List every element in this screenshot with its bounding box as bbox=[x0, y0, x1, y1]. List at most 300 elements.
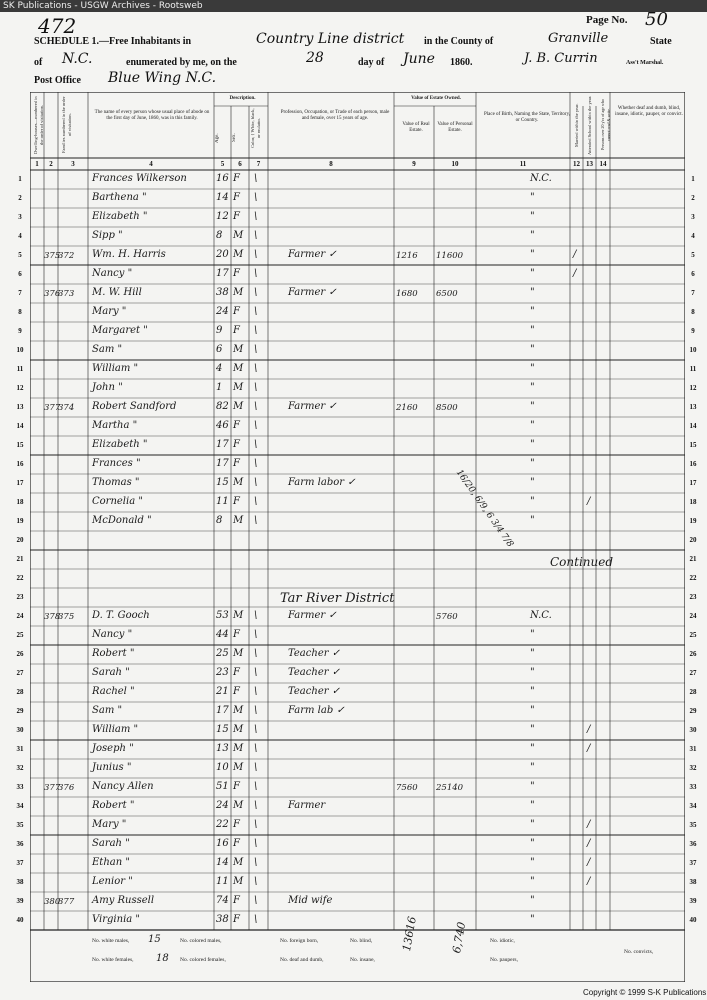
line-number: 40 bbox=[689, 916, 697, 924]
marshal-name: J. B. Currin bbox=[524, 51, 598, 66]
line-number: 15 bbox=[689, 441, 697, 449]
enumerated-label: enumerated by me, on the bbox=[126, 57, 237, 68]
family-number: 373 bbox=[58, 289, 75, 299]
real-estate-value: 2160 bbox=[396, 403, 418, 413]
person-color: \ bbox=[254, 686, 258, 697]
line-number: 33 bbox=[689, 783, 697, 791]
person-name: Sarah " bbox=[92, 667, 130, 678]
person-name: Robert " bbox=[92, 800, 135, 811]
person-age: 17 bbox=[216, 439, 229, 450]
person-name: Margaret " bbox=[92, 325, 148, 336]
personal-estate-value: 5760 bbox=[436, 612, 458, 622]
person-color: \ bbox=[254, 439, 258, 450]
person-sex: M bbox=[233, 287, 244, 298]
state-name: N.C. bbox=[62, 51, 93, 67]
line-number: 23 bbox=[689, 593, 697, 601]
column-number: 5 bbox=[220, 160, 225, 168]
district-name: Country Line district bbox=[256, 31, 405, 47]
person-age: 24 bbox=[216, 306, 229, 317]
person-sex: F bbox=[233, 325, 240, 336]
person-color: \ bbox=[254, 648, 258, 659]
person-color: \ bbox=[254, 344, 258, 355]
person-sex: F bbox=[233, 838, 240, 849]
person-age: 14 bbox=[216, 192, 229, 203]
person-color: \ bbox=[254, 306, 258, 317]
line-number: 10 bbox=[16, 346, 24, 354]
person-name: Nancy " bbox=[92, 268, 133, 279]
family-number: 372 bbox=[58, 251, 75, 261]
person-sex: F bbox=[233, 192, 240, 203]
person-age: 23 bbox=[216, 667, 229, 678]
birthplace: " bbox=[530, 192, 535, 203]
birthplace: " bbox=[530, 458, 535, 469]
person-name: D. T. Gooch bbox=[92, 610, 150, 621]
header-family: Families numbered in the order of visitation. bbox=[61, 96, 72, 154]
column-number: 6 bbox=[238, 160, 242, 168]
line-number: 7 bbox=[18, 289, 22, 297]
line-number: 19 bbox=[16, 517, 24, 525]
person-age: 25 bbox=[216, 648, 229, 659]
person-name: Wm. H. Harris bbox=[92, 249, 166, 260]
column-number: 7 bbox=[256, 160, 261, 168]
column-number: 4 bbox=[149, 160, 153, 168]
header-name: The name of every person whose usual place of abode on the first day of June, 1860, was in this family. bbox=[94, 110, 210, 121]
person-name: Martha " bbox=[92, 420, 138, 431]
birthplace: " bbox=[530, 724, 535, 735]
person-age: 12 bbox=[216, 211, 229, 222]
header-dwelling: Dwelling-houses—numbered in the order of visitation. bbox=[33, 96, 44, 154]
line-number: 12 bbox=[16, 384, 24, 392]
birthplace: " bbox=[530, 705, 535, 716]
person-name: Ethan " bbox=[92, 857, 130, 868]
person-name: Robert Sandford bbox=[92, 401, 177, 412]
person-color: \ bbox=[254, 857, 258, 868]
header-color: Color, { White, black, or mulatto. bbox=[250, 108, 261, 148]
person-age: 15 bbox=[216, 724, 229, 735]
person-color: \ bbox=[254, 230, 258, 241]
person-age: 22 bbox=[216, 819, 229, 830]
person-sex: M bbox=[233, 857, 244, 868]
line-number: 20 bbox=[16, 536, 24, 544]
line-number: 21 bbox=[689, 555, 697, 563]
person-color: \ bbox=[254, 325, 258, 336]
line-number: 6 bbox=[691, 270, 695, 278]
attended-school: / bbox=[587, 724, 591, 735]
birthplace: N.C. bbox=[530, 173, 552, 184]
person-age: 38 bbox=[216, 914, 229, 925]
person-color: \ bbox=[254, 211, 258, 222]
person-color: \ bbox=[254, 477, 258, 488]
line-number: 25 bbox=[16, 631, 24, 639]
birthplace: " bbox=[530, 914, 535, 925]
header-occupation: Profession, Occupation, or Trade of each person, male and female, over 15 years of age. bbox=[280, 110, 390, 121]
line-number: 36 bbox=[16, 840, 24, 848]
family-number: 375 bbox=[58, 612, 75, 622]
person-color: \ bbox=[254, 401, 258, 412]
attended-school: / bbox=[587, 838, 591, 849]
person-occupation: Teacher ✓ bbox=[288, 648, 341, 659]
personal-estate-value: 11600 bbox=[436, 251, 464, 261]
line-number: 19 bbox=[689, 517, 697, 525]
person-age: 11 bbox=[216, 496, 229, 507]
person-color: \ bbox=[254, 800, 258, 811]
person-name: Barthena " bbox=[92, 192, 147, 203]
marshal-label: Ass't Marshal. bbox=[626, 60, 664, 66]
line-number: 36 bbox=[689, 840, 697, 848]
birthplace: " bbox=[530, 325, 535, 336]
person-sex: M bbox=[233, 401, 244, 412]
attended-school: / bbox=[587, 876, 591, 887]
line-number: 31 bbox=[16, 745, 24, 753]
birthplace: " bbox=[530, 496, 535, 507]
header-description: Description. bbox=[229, 96, 256, 101]
person-occupation: Farmer ✓ bbox=[288, 401, 337, 412]
person-color: \ bbox=[254, 762, 258, 773]
person-sex: F bbox=[233, 914, 240, 925]
line-number: 16 bbox=[689, 460, 697, 468]
person-name: Lenior " bbox=[92, 876, 133, 887]
person-name: Joseph " bbox=[92, 743, 134, 754]
attended-school: / bbox=[587, 743, 591, 754]
line-number: 8 bbox=[18, 308, 22, 316]
person-occupation: Farmer ✓ bbox=[288, 249, 337, 260]
person-color: \ bbox=[254, 895, 258, 906]
state-label: State bbox=[650, 36, 672, 47]
line-number: 4 bbox=[691, 232, 695, 240]
header-illiterate: Persons over 20 y'rs of age who cannot read & write. bbox=[600, 99, 611, 151]
person-age: 4 bbox=[216, 363, 223, 374]
line-number: 9 bbox=[691, 327, 695, 335]
person-name: Elizabeth " bbox=[92, 211, 148, 222]
line-number: 2 bbox=[691, 194, 695, 202]
line-number: 3 bbox=[18, 213, 22, 221]
line-number: 11 bbox=[16, 365, 24, 373]
line-number: 32 bbox=[16, 764, 24, 772]
person-color: \ bbox=[254, 249, 258, 260]
person-color: \ bbox=[254, 610, 258, 621]
birthplace: " bbox=[530, 800, 535, 811]
schedule-title: SCHEDULE 1.—Free Inhabitants in bbox=[34, 36, 192, 47]
line-number: 24 bbox=[16, 612, 24, 620]
line-number: 17 bbox=[689, 479, 697, 487]
column-number: 1 bbox=[35, 160, 39, 168]
person-name: Nancy " bbox=[92, 629, 133, 640]
line-number: 38 bbox=[689, 878, 697, 886]
birthplace: " bbox=[530, 629, 535, 640]
person-age: 8 bbox=[216, 515, 223, 526]
person-occupation: Farm lab ✓ bbox=[288, 705, 345, 716]
person-age: 16 bbox=[216, 173, 229, 184]
person-occupation: Farmer ✓ bbox=[288, 287, 337, 298]
person-name: William " bbox=[92, 363, 139, 374]
real-estate-value: 7560 bbox=[396, 783, 418, 793]
header-school: Attended School within the year. bbox=[587, 95, 592, 155]
person-occupation: Farmer ✓ bbox=[288, 610, 337, 621]
person-age: 20 bbox=[216, 249, 229, 260]
white-males-label: No. white males, bbox=[92, 938, 130, 944]
person-sex: F bbox=[233, 686, 240, 697]
birthplace: " bbox=[530, 382, 535, 393]
header-real-estate: Value of Real Estate. bbox=[402, 122, 430, 133]
column-number: 9 bbox=[412, 160, 416, 168]
line-number: 30 bbox=[689, 726, 697, 734]
person-age: 9 bbox=[216, 325, 223, 336]
idiotic-label: No. idiotic, bbox=[490, 938, 515, 944]
line-number: 34 bbox=[689, 802, 697, 810]
person-age: 1 bbox=[216, 382, 223, 393]
header-estate: Value of Estate Owned. bbox=[411, 96, 461, 101]
person-sex: M bbox=[233, 610, 244, 621]
person-sex: F bbox=[233, 306, 240, 317]
personal-estate-value: 6500 bbox=[436, 289, 458, 299]
person-age: 15 bbox=[216, 477, 229, 488]
person-age: 17 bbox=[216, 458, 229, 469]
married-within-year: / bbox=[573, 249, 577, 260]
person-name: Amy Russell bbox=[92, 895, 155, 906]
line-number: 7 bbox=[691, 289, 695, 297]
birthplace: " bbox=[530, 857, 535, 868]
line-number: 27 bbox=[16, 669, 24, 677]
real-estate-value: 1680 bbox=[396, 289, 418, 299]
person-sex: M bbox=[233, 724, 244, 735]
person-sex: F bbox=[233, 819, 240, 830]
person-name: Sarah " bbox=[92, 838, 130, 849]
person-sex: M bbox=[233, 743, 244, 754]
convicts-label: No. convicts, bbox=[624, 949, 654, 955]
new-district-heading: Tar River District bbox=[280, 591, 395, 606]
person-name: Rachel " bbox=[92, 686, 135, 697]
person-color: \ bbox=[254, 914, 258, 925]
line-number: 38 bbox=[16, 878, 24, 886]
line-number: 22 bbox=[689, 574, 697, 582]
line-number: 34 bbox=[16, 802, 24, 810]
colored-males-label: No. colored males, bbox=[180, 938, 222, 944]
person-sex: F bbox=[233, 439, 240, 450]
married-within-year: / bbox=[573, 268, 577, 279]
line-number: 35 bbox=[16, 821, 24, 829]
line-number: 18 bbox=[16, 498, 24, 506]
birthplace: " bbox=[530, 477, 535, 488]
person-sex: M bbox=[233, 705, 244, 716]
person-sex: M bbox=[233, 249, 244, 260]
line-number: 37 bbox=[16, 859, 24, 867]
birthplace: " bbox=[530, 743, 535, 754]
person-sex: F bbox=[233, 667, 240, 678]
person-name: John " bbox=[92, 382, 123, 393]
deaf-dumb-label: No. deaf and dumb, bbox=[280, 957, 324, 963]
header-married: Married within the year. bbox=[574, 103, 579, 147]
person-name: Mary " bbox=[92, 306, 127, 317]
birthplace: " bbox=[530, 876, 535, 887]
county-label: in the County of bbox=[424, 36, 494, 47]
column-number: 10 bbox=[451, 160, 459, 168]
person-age: 24 bbox=[216, 800, 229, 811]
dwelling-number: 377 bbox=[44, 783, 61, 793]
line-number: 29 bbox=[689, 707, 697, 715]
person-name: William " bbox=[92, 724, 139, 735]
attended-school: / bbox=[587, 496, 591, 507]
census-table bbox=[16, 92, 697, 982]
continued-note: Continued bbox=[550, 555, 614, 569]
person-color: \ bbox=[254, 515, 258, 526]
line-number: 5 bbox=[18, 251, 22, 259]
person-age: 17 bbox=[216, 268, 229, 279]
person-sex: M bbox=[233, 515, 244, 526]
person-color: \ bbox=[254, 496, 258, 507]
source-banner: SK Publications - USGW Archives - Rootsweb bbox=[0, 0, 707, 12]
birthplace: N.C. bbox=[530, 610, 552, 621]
person-color: \ bbox=[254, 705, 258, 716]
line-number: 10 bbox=[689, 346, 697, 354]
of-label: of bbox=[34, 57, 43, 68]
person-name: Cornelia " bbox=[92, 496, 143, 507]
person-age: 13 bbox=[216, 743, 229, 754]
line-number: 13 bbox=[16, 403, 24, 411]
person-sex: M bbox=[233, 382, 244, 393]
enumeration-day: 28 bbox=[306, 50, 324, 66]
birthplace: " bbox=[530, 895, 535, 906]
footer-tally-2: 6,740 bbox=[450, 920, 469, 955]
person-color: \ bbox=[254, 192, 258, 203]
attended-school: / bbox=[587, 819, 591, 830]
person-sex: M bbox=[233, 876, 244, 887]
line-number: 28 bbox=[16, 688, 24, 696]
person-color: \ bbox=[254, 876, 258, 887]
person-name: Robert " bbox=[92, 648, 135, 659]
line-number: 39 bbox=[16, 897, 24, 905]
person-sex: F bbox=[233, 629, 240, 640]
person-age: 53 bbox=[216, 610, 229, 621]
footer-tally-1: 13616 bbox=[400, 915, 419, 953]
person-name: Nancy Allen bbox=[92, 781, 154, 792]
line-number: 31 bbox=[689, 745, 697, 753]
person-color: \ bbox=[254, 287, 258, 298]
person-name: Virginia " bbox=[92, 914, 141, 925]
birthplace: " bbox=[530, 230, 535, 241]
sheet-number: 472 bbox=[38, 14, 77, 38]
personal-estate-value: 8500 bbox=[436, 403, 458, 413]
person-sex: M bbox=[233, 648, 244, 659]
header-condition: Whether deaf and dumb, blind, insane, idiotic, pauper, or convict. bbox=[615, 106, 683, 117]
line-number: 26 bbox=[16, 650, 24, 658]
birthplace: " bbox=[530, 306, 535, 317]
person-sex: M bbox=[233, 477, 244, 488]
attended-school: / bbox=[587, 857, 591, 868]
colored-females-label: No. colored females, bbox=[180, 957, 226, 963]
person-name: Sam " bbox=[92, 344, 123, 355]
person-age: 17 bbox=[216, 705, 229, 716]
birthplace: " bbox=[530, 819, 535, 830]
white-females-count: 18 bbox=[156, 953, 169, 964]
dwelling-number: 378 bbox=[44, 612, 61, 622]
personal-estate-value: 25140 bbox=[436, 783, 464, 793]
line-number: 28 bbox=[689, 688, 697, 696]
line-number: 1 bbox=[18, 175, 22, 183]
line-number: 35 bbox=[689, 821, 697, 829]
birthplace: " bbox=[530, 211, 535, 222]
family-number: 374 bbox=[58, 403, 75, 413]
birthplace: " bbox=[530, 667, 535, 678]
person-color: \ bbox=[254, 667, 258, 678]
post-office-name: Blue Wing N.C. bbox=[108, 70, 217, 86]
person-color: \ bbox=[254, 629, 258, 640]
person-sex: M bbox=[233, 800, 244, 811]
person-sex: F bbox=[233, 895, 240, 906]
person-age: 6 bbox=[216, 344, 223, 355]
line-number: 39 bbox=[689, 897, 697, 905]
birthplace: " bbox=[530, 249, 535, 260]
person-name: Sam " bbox=[92, 705, 123, 716]
line-number: 6 bbox=[18, 270, 22, 278]
copyright-notice: Copyright © 1999 S-K Publications bbox=[583, 988, 707, 997]
person-color: \ bbox=[254, 724, 258, 735]
line-number: 18 bbox=[689, 498, 697, 506]
line-number: 33 bbox=[16, 783, 24, 791]
line-number: 4 bbox=[18, 232, 22, 240]
person-color: \ bbox=[254, 819, 258, 830]
line-number: 12 bbox=[689, 384, 697, 392]
line-number: 14 bbox=[689, 422, 697, 430]
person-sex: M bbox=[233, 363, 244, 374]
birthplace: " bbox=[530, 268, 535, 279]
person-sex: F bbox=[233, 781, 240, 792]
column-number: 11 bbox=[519, 160, 527, 168]
line-number: 5 bbox=[691, 251, 695, 259]
header-age: Age. bbox=[215, 133, 220, 143]
person-name: Junius " bbox=[92, 762, 132, 773]
county-name: Granville bbox=[548, 31, 609, 46]
birthplace: " bbox=[530, 838, 535, 849]
line-number: 2 bbox=[18, 194, 22, 202]
real-estate-value: 1216 bbox=[396, 251, 418, 261]
person-name: Sipp " bbox=[92, 230, 123, 241]
person-name: McDonald " bbox=[92, 515, 152, 526]
person-name: Thomas " bbox=[92, 477, 140, 488]
birthplace: " bbox=[530, 648, 535, 659]
person-color: \ bbox=[254, 420, 258, 431]
line-number: 22 bbox=[16, 574, 24, 582]
birthplace: " bbox=[530, 401, 535, 412]
person-sex: F bbox=[233, 268, 240, 279]
tally-note: 16/20, 6/9, 6 3/4 7/8 bbox=[453, 468, 515, 550]
birthplace: " bbox=[530, 287, 535, 298]
foreign-born-label: No. foreign born, bbox=[280, 938, 319, 944]
line-number: 13 bbox=[689, 403, 697, 411]
person-age: 82 bbox=[216, 401, 229, 412]
enumeration-month: June bbox=[403, 51, 435, 67]
person-color: \ bbox=[254, 458, 258, 469]
family-number: 376 bbox=[58, 783, 75, 793]
person-age: 21 bbox=[216, 686, 229, 697]
person-color: \ bbox=[254, 173, 258, 184]
dwelling-number: 375 bbox=[44, 251, 61, 261]
page-number: 50 bbox=[645, 9, 668, 30]
person-sex: F bbox=[233, 420, 240, 431]
dwelling-number: 376 bbox=[44, 289, 61, 299]
column-number: 8 bbox=[329, 160, 333, 168]
person-age: 51 bbox=[216, 781, 229, 792]
birthplace: " bbox=[530, 344, 535, 355]
line-number: 32 bbox=[689, 764, 697, 772]
person-sex: M bbox=[233, 762, 244, 773]
person-name: M. W. Hill bbox=[92, 287, 142, 298]
person-name: Frances " bbox=[92, 458, 141, 469]
person-occupation: Mid wife bbox=[288, 895, 333, 906]
column-number: 3 bbox=[71, 160, 75, 168]
birthplace: " bbox=[530, 515, 535, 526]
column-number: 2 bbox=[49, 160, 53, 168]
line-number: 25 bbox=[689, 631, 697, 639]
